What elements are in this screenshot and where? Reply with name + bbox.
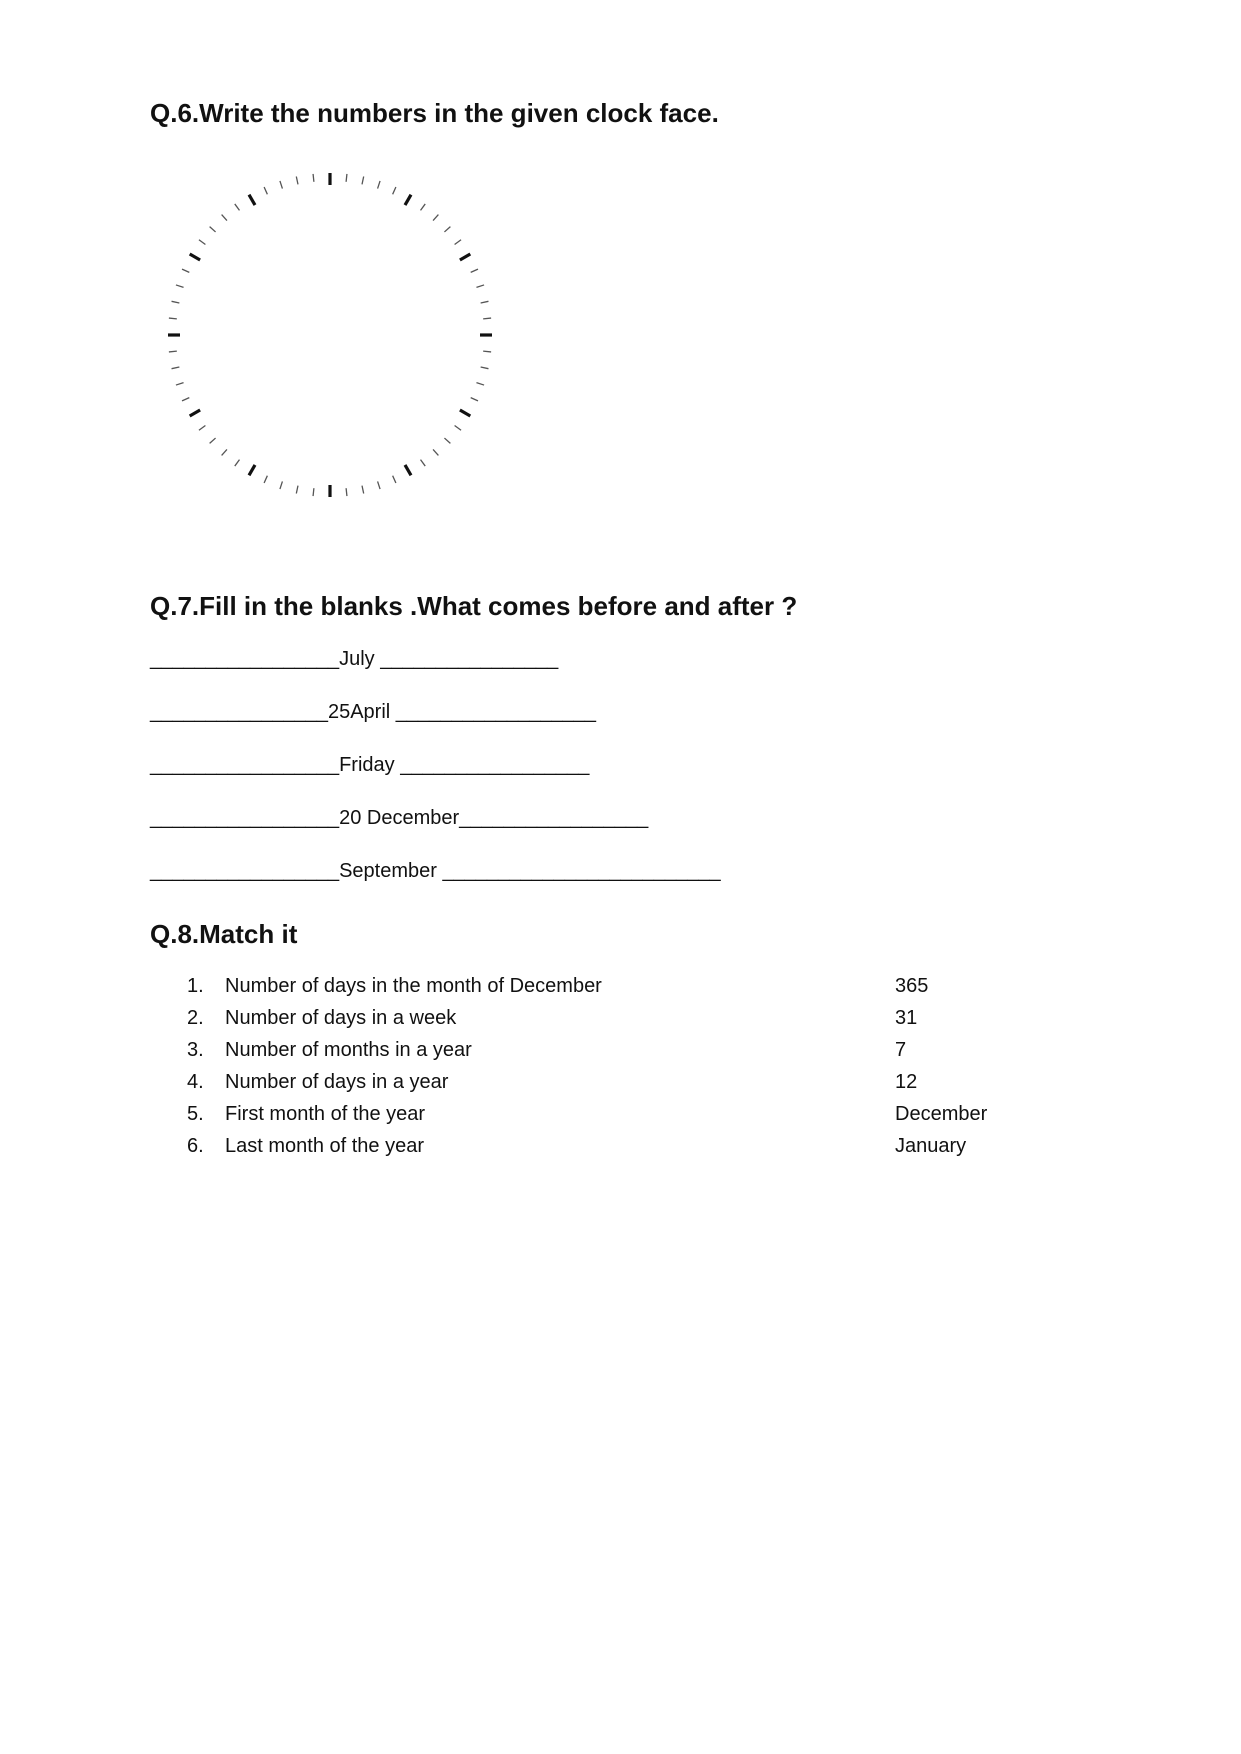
minute-tick <box>169 351 177 352</box>
hour-tick <box>460 410 470 416</box>
match-right: 7 <box>895 1039 907 1061</box>
minute-tick <box>222 215 227 221</box>
match-left: Number of days in the month of December <box>225 975 602 997</box>
q6-title: Q.6.Write the numbers in the given clock face. <box>150 98 719 128</box>
q7-title: Q.7.Fill in the blanks .What comes before and after ? <box>150 591 798 621</box>
minute-tick <box>199 240 205 245</box>
match-row <box>150 975 1050 1005</box>
minute-tick <box>483 351 491 352</box>
fill-word: July <box>339 648 375 670</box>
fill-line-2: ________________25April __________________ <box>150 701 597 723</box>
match-left: Number of days in a week <box>225 1007 457 1029</box>
minute-tick <box>471 398 478 401</box>
match-row <box>150 1007 1050 1037</box>
match-number: 6. <box>187 1135 204 1157</box>
minute-tick <box>481 301 489 303</box>
fill-word: Friday <box>339 754 395 776</box>
minute-tick <box>176 383 184 385</box>
hour-tick <box>190 254 200 260</box>
match-left: Number of months in a year <box>225 1039 472 1061</box>
fill-line-3: _________________Friday _________________ <box>150 754 590 776</box>
minute-tick <box>264 187 267 194</box>
minute-tick <box>210 438 216 443</box>
match-number: 1. <box>187 975 204 997</box>
minute-tick <box>235 204 240 210</box>
match-right: December <box>895 1103 988 1125</box>
fill-line-4: _________________20 December_________________ <box>150 807 649 829</box>
minute-tick <box>280 181 282 189</box>
clock-face <box>160 165 500 505</box>
minute-tick <box>362 177 364 185</box>
minute-tick <box>264 476 267 483</box>
minute-tick <box>176 285 184 287</box>
hour-tick <box>249 465 255 475</box>
minute-tick <box>235 460 240 466</box>
match-right: 12 <box>895 1071 918 1093</box>
minute-tick <box>222 449 227 455</box>
minute-tick <box>313 488 314 496</box>
minute-tick <box>210 227 216 232</box>
minute-tick <box>476 285 484 287</box>
minute-tick <box>296 177 298 185</box>
minute-tick <box>172 301 180 303</box>
fill-word: 25April <box>327 701 391 723</box>
minute-tick <box>455 240 461 245</box>
hour-tick <box>405 195 411 205</box>
minute-tick <box>421 204 426 210</box>
minute-tick <box>483 318 491 319</box>
hour-tick <box>405 465 411 475</box>
minute-tick <box>481 367 489 369</box>
hour-tick <box>249 195 255 205</box>
hour-tick <box>190 410 200 416</box>
minute-tick <box>444 438 450 443</box>
match-left: First month of the year <box>225 1103 426 1125</box>
match-number: 3. <box>187 1039 204 1061</box>
minute-tick <box>421 460 426 466</box>
minute-tick <box>169 318 177 319</box>
match-row <box>150 1103 1050 1133</box>
minute-tick <box>378 481 380 489</box>
match-number: 4. <box>187 1071 204 1093</box>
minute-tick <box>393 476 396 483</box>
minute-tick <box>362 486 364 494</box>
match-number: 2. <box>187 1007 204 1029</box>
minute-tick <box>455 426 461 431</box>
minute-tick <box>346 174 347 182</box>
hour-tick <box>460 254 470 260</box>
minute-tick <box>182 398 189 401</box>
minute-tick <box>433 449 438 455</box>
fill-word: September <box>339 860 437 882</box>
minute-tick <box>182 269 189 272</box>
match-number: 5. <box>187 1103 204 1125</box>
fill-word: 20 December <box>339 807 460 829</box>
clock-ticks <box>168 173 492 497</box>
minute-tick <box>378 181 380 189</box>
minute-tick <box>393 187 396 194</box>
minute-tick <box>433 215 438 221</box>
minute-tick <box>280 481 282 489</box>
fill-line-1: _________________July ________________ <box>150 648 559 670</box>
minute-tick <box>296 486 298 494</box>
minute-tick <box>199 426 205 431</box>
match-right: January <box>895 1135 967 1157</box>
match-left: Last month of the year <box>225 1135 425 1157</box>
minute-tick <box>172 367 180 369</box>
match-row <box>150 1071 1050 1101</box>
match-left: Number of days in a year <box>225 1071 449 1093</box>
minute-tick <box>476 383 484 385</box>
match-row <box>150 1135 1050 1165</box>
minute-tick <box>313 174 314 182</box>
match-right: 31 <box>895 1007 918 1029</box>
minute-tick <box>444 227 450 232</box>
fill-line-5: _________________September _________________________ <box>150 860 721 882</box>
q8-title: Q.8.Match it <box>150 919 298 949</box>
minute-tick <box>471 269 478 272</box>
match-right: 365 <box>895 975 929 997</box>
minute-tick <box>346 488 347 496</box>
match-row <box>150 1039 1050 1069</box>
